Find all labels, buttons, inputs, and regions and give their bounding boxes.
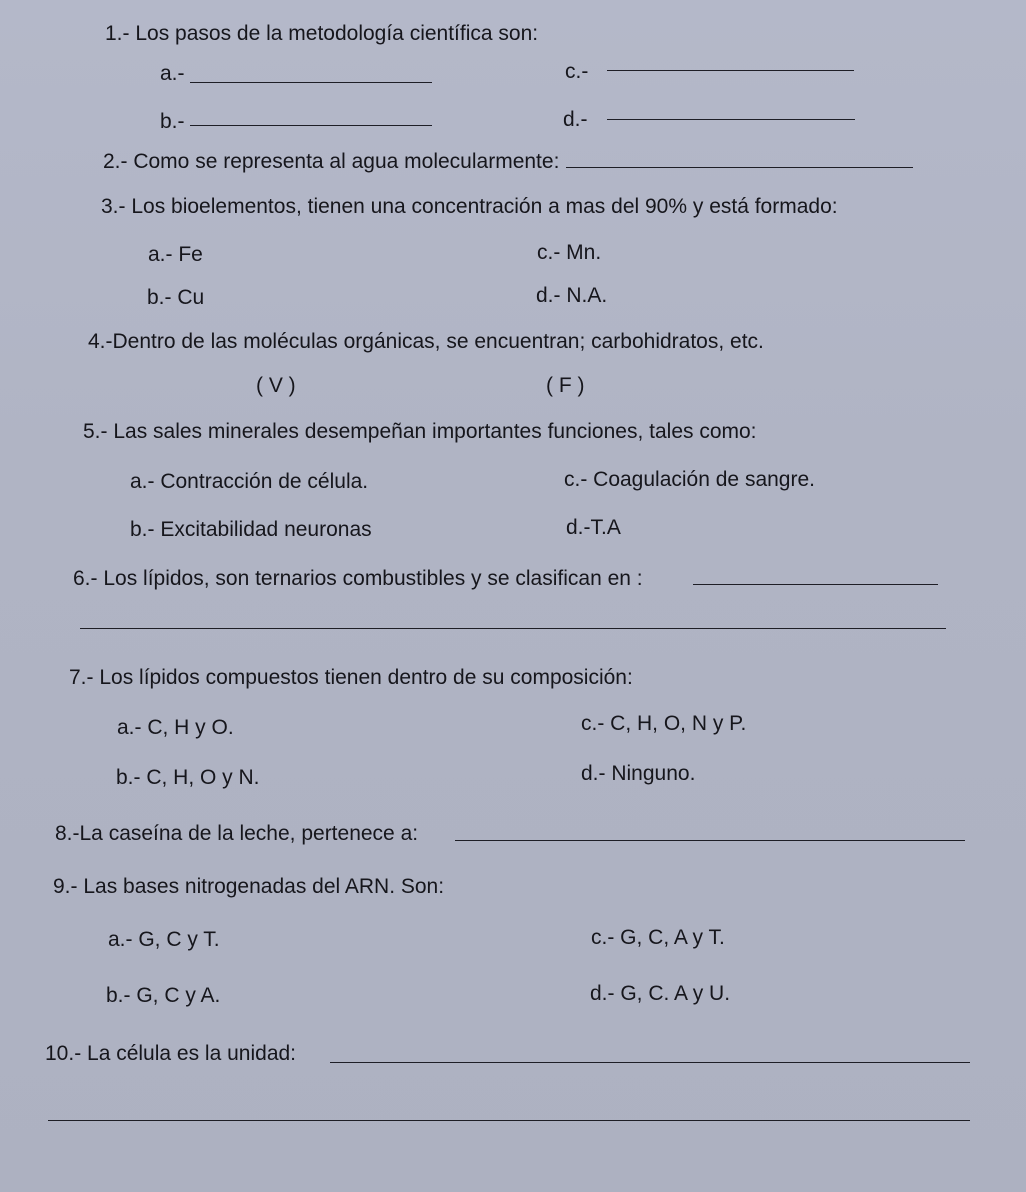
question-4: 4.-Dentro de las moléculas orgánicas, se encuentran; carbohidratos, etc. <box>88 330 764 353</box>
q4-true-choice[interactable]: ( V ) <box>256 374 296 397</box>
question-1: 1.- Los pasos de la metodología científica son: <box>105 22 539 45</box>
question-9: 9.- Las bases nitrogenadas del ARN. Son: <box>53 875 445 898</box>
question-6: 6.- Los lípidos, son ternarios combustibles y se clasifican en : <box>73 567 643 590</box>
q10-answer-line[interactable] <box>48 1120 970 1121</box>
q1-answer-blank-c[interactable] <box>607 70 854 71</box>
q9-option-d: d.- G, C. A y U. <box>590 982 731 1005</box>
q9-option-a: a.- G, C y T. <box>108 928 220 951</box>
question-8: 8.-La caseína de la leche, pertenece a: <box>55 822 419 845</box>
q1-option-a: a.- <box>160 62 185 85</box>
q1-option-c: c.- <box>565 60 589 83</box>
q3-option-a: a.- Fe <box>148 243 203 266</box>
q3-option-b: b.- Cu <box>147 286 205 309</box>
q1-option-b: b.- <box>160 110 185 133</box>
q1-answer-blank-d[interactable] <box>607 119 855 120</box>
q5-option-a: a.- Contracción de célula. <box>130 470 369 493</box>
q1-answer-blank-a[interactable] <box>190 82 432 83</box>
q6-answer-blank[interactable] <box>693 584 938 585</box>
q2-answer-blank[interactable] <box>566 167 913 168</box>
q6-answer-line[interactable] <box>80 628 946 629</box>
q7-option-a: a.- C, H y O. <box>117 716 234 739</box>
question-5: 5.- Las sales minerales desempeñan importantes funciones, tales como: <box>83 420 757 443</box>
q9-option-c: c.- G, C, A y T. <box>591 926 725 949</box>
q9-option-b: b.- G, C y A. <box>106 984 221 1007</box>
q8-answer-blank[interactable] <box>455 840 965 841</box>
q7-option-d: d.- Ninguno. <box>581 762 696 785</box>
question-10: 10.- La célula es la unidad: <box>45 1042 297 1065</box>
q5-option-d: d.-T.A <box>566 516 621 539</box>
q4-false-choice[interactable]: ( F ) <box>546 374 585 397</box>
question-3: 3.- Los bioelementos, tienen una concentración a mas del 90% y está formado: <box>101 195 838 218</box>
q3-option-d: d.- N.A. <box>536 284 608 307</box>
q3-option-c: c.- Mn. <box>537 241 602 264</box>
q7-option-c: c.- C, H, O, N y P. <box>581 712 747 735</box>
q1-answer-blank-b[interactable] <box>190 125 432 126</box>
q7-option-b: b.- C, H, O y N. <box>116 766 260 789</box>
q5-option-b: b.- Excitabilidad neuronas <box>130 518 372 541</box>
q1-option-d: d.- <box>563 108 588 131</box>
question-7: 7.- Los lípidos compuestos tienen dentro de su composición: <box>69 666 633 689</box>
q10-answer-blank[interactable] <box>330 1062 970 1063</box>
q5-option-c: c.- Coagulación de sangre. <box>564 468 815 491</box>
question-2: 2.- Como se representa al agua molecularmente: <box>103 150 560 173</box>
